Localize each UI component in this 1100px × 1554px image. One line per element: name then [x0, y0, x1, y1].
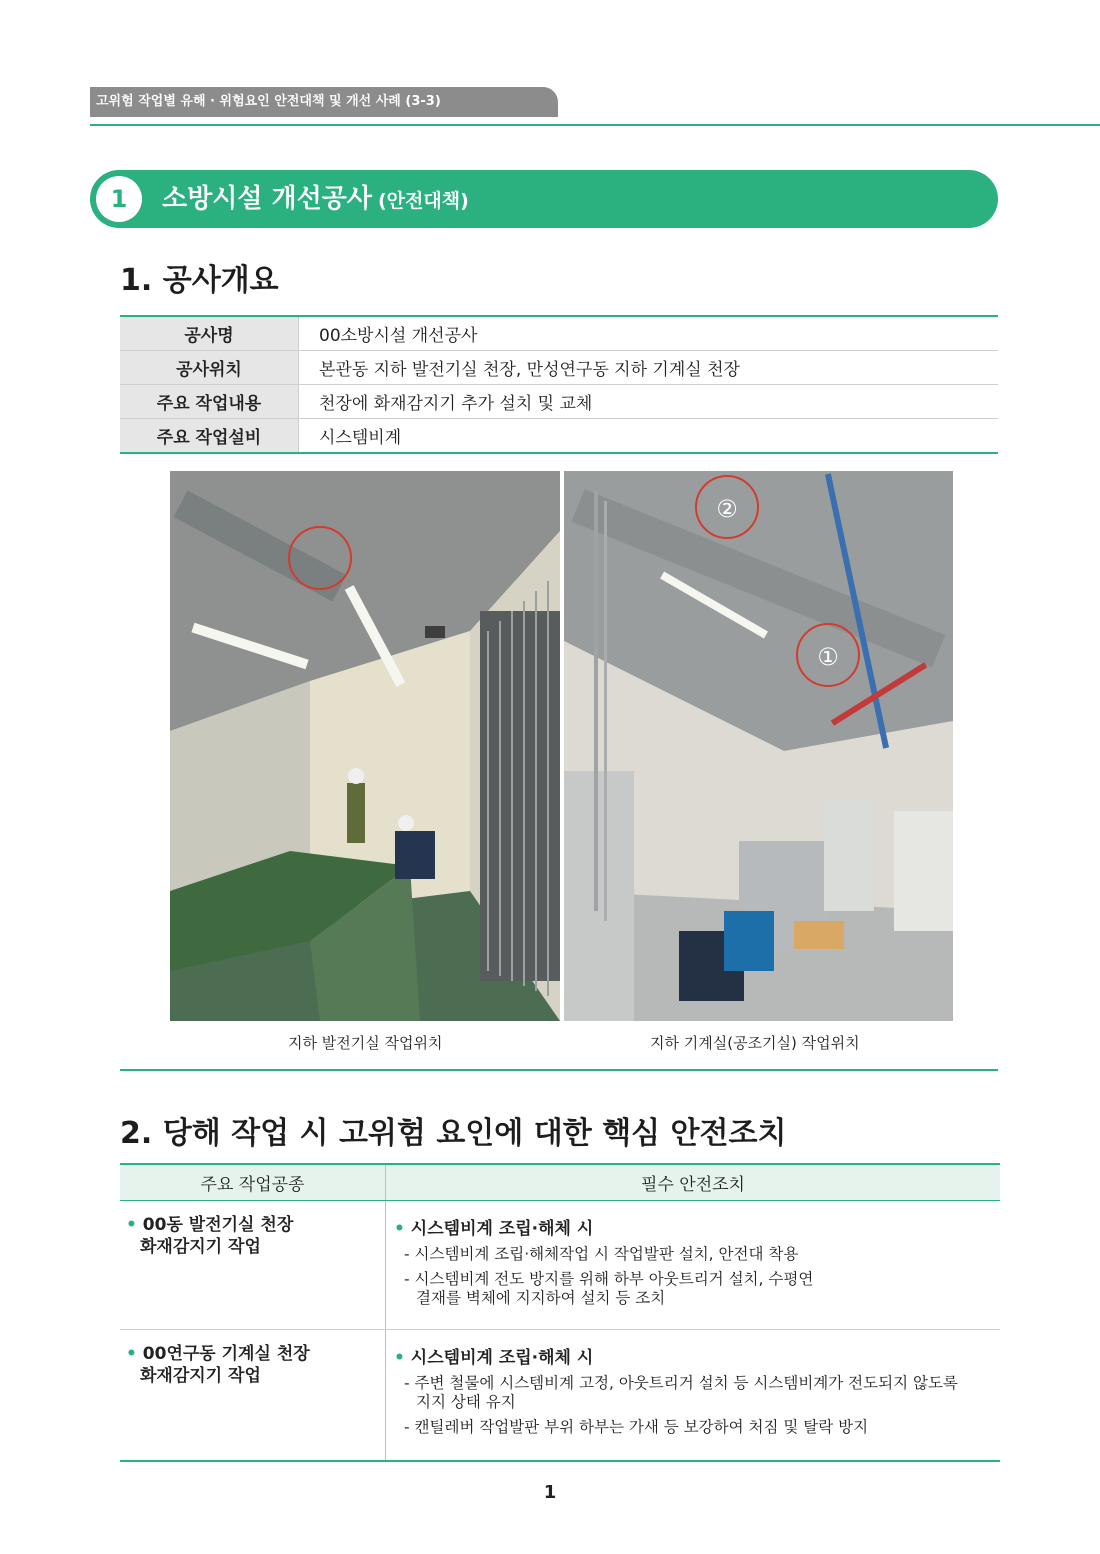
- measure-cell: [386, 1330, 1001, 1462]
- section-divider: [120, 1069, 998, 1071]
- section-banner: [90, 170, 998, 228]
- task-line: 00동 발전기실 천장: [142, 1215, 294, 1235]
- safety-table: [120, 1163, 1000, 1462]
- section-title: [162, 170, 469, 230]
- right-photo-caption: 지하 기계실(공조기실) 작업위치: [650, 1034, 860, 1052]
- table-row: [120, 351, 998, 385]
- marker-1: ①: [817, 643, 839, 671]
- page-number: 1: [543, 1482, 557, 1503]
- bullet-icon: •: [126, 1344, 143, 1364]
- measure-title: 시스템비계 조립·해체 시: [410, 1219, 594, 1239]
- row-value: 시스템비계: [299, 419, 999, 454]
- task-cell: [120, 1201, 386, 1330]
- row-value: 천장에 화재감지기 추가 설치 및 교체: [299, 385, 999, 419]
- task-line: 00연구동 기계실 천장: [142, 1344, 310, 1364]
- row-value: 본관동 지하 발전기실 천장, 만성연구동 지하 기계실 천장: [299, 351, 999, 385]
- mechanical-room-photo: [564, 471, 953, 1021]
- section-title-text: 소방시설 개선공사: [162, 184, 372, 214]
- table-row: [120, 385, 998, 419]
- table-row: [120, 1201, 1000, 1330]
- row-key: 공사위치: [120, 351, 299, 385]
- bullet-icon: •: [126, 1215, 143, 1235]
- section-number: 1: [96, 176, 142, 222]
- table-row: [120, 316, 998, 351]
- measure-item: - 캔틸레버 작업발판 부위 하부는 가새 등 보강하여 처짐 및 탈락 방지: [404, 1418, 869, 1436]
- col-header-measure: 필수 안전조치: [386, 1164, 1001, 1201]
- generator-room-photo: [170, 471, 560, 1021]
- overview-table: [120, 315, 998, 454]
- table-row: [120, 419, 998, 454]
- header-rule: [90, 124, 1100, 126]
- overview-heading: 1. 공사개요: [120, 263, 279, 298]
- col-header-task: 주요 작업공종: [120, 1164, 386, 1201]
- section-subtitle: (안전대책): [377, 190, 469, 212]
- safety-heading: 2. 당해 작업 시 고위험 요인에 대한 핵심 안전조치: [120, 1116, 787, 1151]
- measure-cell: [386, 1201, 1001, 1330]
- bullet-icon: •: [394, 1348, 411, 1368]
- measure-item: - 주변 철물에 시스템비계 고정, 아웃트리거 설치 등 시스템비계가 전도되지 않도록 지지 상태 유지: [404, 1374, 958, 1411]
- bullet-icon: •: [394, 1219, 411, 1239]
- row-key: 주요 작업내용: [120, 385, 299, 419]
- task-line: 화재감지기 작업: [140, 1237, 261, 1257]
- table-header-row: [120, 1164, 1000, 1201]
- row-value: 00소방시설 개선공사: [299, 316, 999, 351]
- measure-item: - 시스템비계 전도 방지를 위해 하부 아웃트리거 설치, 수평연결재를 벽체에 지지하여 설치 등 조치: [404, 1270, 814, 1307]
- marker-2: ②: [716, 495, 738, 523]
- table-row: [120, 1330, 1000, 1462]
- task-line: 화재감지기 작업: [140, 1366, 261, 1386]
- measure-title: 시스템비계 조립·해체 시: [410, 1348, 594, 1368]
- task-cell: [120, 1330, 386, 1462]
- left-photo-caption: 지하 발전기실 작업위치: [288, 1034, 443, 1052]
- measure-item: - 시스템비계 조립·해체작업 시 작업발판 설치, 안전대 착용: [404, 1245, 799, 1263]
- running-header: 고위험 작업별 유해 · 위험요인 안전대책 및 개선 사례 (3-3): [90, 87, 558, 117]
- row-key: 주요 작업설비: [120, 419, 299, 454]
- row-key: 공사명: [120, 316, 299, 351]
